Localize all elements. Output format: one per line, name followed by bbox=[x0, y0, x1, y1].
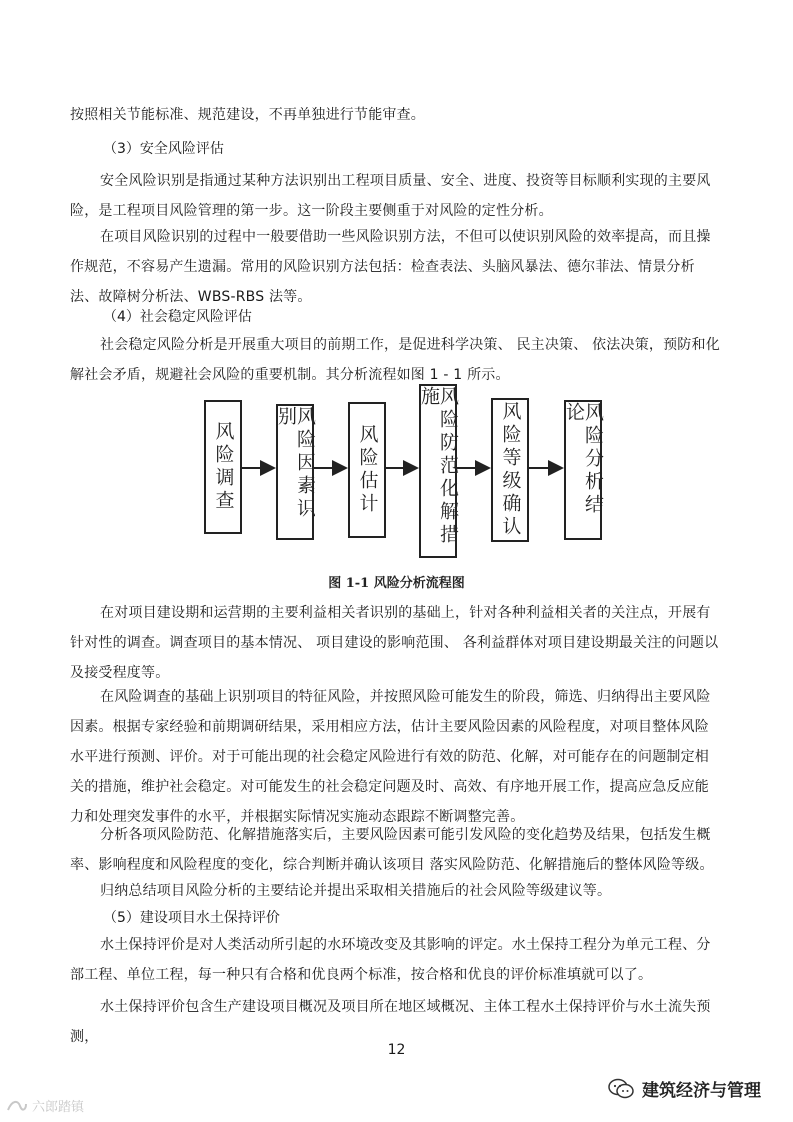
paragraph-water-soil-evaluation: 水土保持评价是对人类活动所引起的水环境改变及其影响的评定。水土保持工程分为单元工程、分部工程、单位工程，每一种只有合格和优良两个标准，按合格和优良的评价标准填就可以了。 bbox=[70, 937, 711, 983]
flow-step-risk-factor-identification: 风险因素识别 bbox=[276, 404, 314, 540]
wechat-icon bbox=[608, 1078, 634, 1100]
paragraph-post-measure-assessment: 分析各项风险防范、化解措施落实后，主要风险因素可能引发风险的变化趋势及结果，包括发生概率、影响程度和风险程度的变化，综合判断并确认该项目 落实风险防范、化解措施后的整体风险等级。 bbox=[70, 827, 714, 873]
paragraph-water-soil-contents: 水土保持评价包含生产建设项目概况及项目所在地区域概况、主体工程水土保持评价与水土流失预测， bbox=[70, 999, 711, 1045]
paragraph-stakeholder-survey: 在对项目建设期和运营期的主要利益相关者识别的基础上，针对各种利益相关者的关注点，开展有针对性的调查。调查项目的基本情况、 项目建设的影响范围、 各利益群体对项目建设期最关注的问题以及接受程度等。 bbox=[70, 605, 719, 681]
paragraph-risk-identification-methods: 在项目风险识别的过程中一般要借助一些风险识别方法，不但可以使识别风险的效率提高，而且操作规范，不容易产生遗漏。常用的风险识别方法包括：检查表法、头脑风暴法、德尔菲法、情景分析法、故障树分析法、WBS-RBS 法等。 bbox=[70, 229, 711, 305]
heading-safety-risk: （3）安全风险评估 bbox=[103, 141, 224, 157]
watermark bbox=[6, 1096, 84, 1115]
flow-step-risk-estimation: 风险估计 bbox=[348, 402, 386, 538]
risk-analysis-flowchart bbox=[196, 384, 616, 570]
brand-name: 建筑经济与管理 bbox=[642, 1081, 761, 1101]
flow-arrows bbox=[196, 384, 616, 570]
brand-logo bbox=[608, 1076, 761, 1101]
heading-water-soil-conservation: （5）建设项目水土保持评价 bbox=[103, 910, 280, 926]
paragraph-risk-factor-identification: 在风险调查的基础上识别项目的特征风险，并按照风险可能发生的阶段，筛选、归纳得出主要风险因素。根据专家经验和前期调研结果，采用相应方法，估计主要风险因素的风险程度，对项目整体风险水平进行预测、评价。对于可能出现的社会稳定风险进行有效的防范、化解，对可能存在的问题制定相关的措施，维护社会稳定。对可能发生的社会稳定问题及时、高效、有序地开展工作，提高应急反应能力和处理突发事件的水平，并根据实际情况实施动态跟踪不断调整完善。 bbox=[70, 689, 711, 825]
paragraph-safety-risk-identification: 安全风险识别是指通过某种方法识别出工程项目质量、安全、进度、投资等目标顺利实现的主要风险，是工程项目风险管理的第一步。这一阶段主要侧重于对风险的定性分析。 bbox=[70, 173, 711, 219]
flow-step-risk-level-confirmation: 风险等级确认 bbox=[491, 398, 529, 542]
heading-social-stability-risk: （4）社会稳定风险评估 bbox=[103, 309, 252, 325]
watermark-icon bbox=[6, 1098, 28, 1114]
watermark-text: 六郎踏镇 bbox=[32, 1100, 85, 1115]
flow-step-risk-survey: 风险调查 bbox=[204, 400, 242, 534]
flow-step-risk-prevention-measures: 风险防范化解措施 bbox=[419, 384, 457, 558]
page-number: 12 bbox=[387, 1042, 406, 1058]
paragraph-conclusion: 归纳总结项目风险分析的主要结论并提出采取相关措施后的社会风险等级建议等。 bbox=[100, 883, 612, 899]
paragraph-energy-saving: 按照相关节能标准、规范建设，不再单独进行节能审查。 bbox=[70, 107, 425, 123]
paragraph-social-stability-analysis: 社会稳定风险分析是开展重大项目的前期工作，是促进科学决策、 民主决策、 依法决策，预防和化解社会矛盾，规避社会风险的重要机制。其分析流程如图 1 - 1 所示。 bbox=[70, 337, 720, 383]
flowchart-caption: 图 1-1 风险分析流程图 bbox=[328, 576, 465, 591]
flow-step-risk-analysis-conclusion: 风险分析结论 bbox=[564, 400, 602, 540]
